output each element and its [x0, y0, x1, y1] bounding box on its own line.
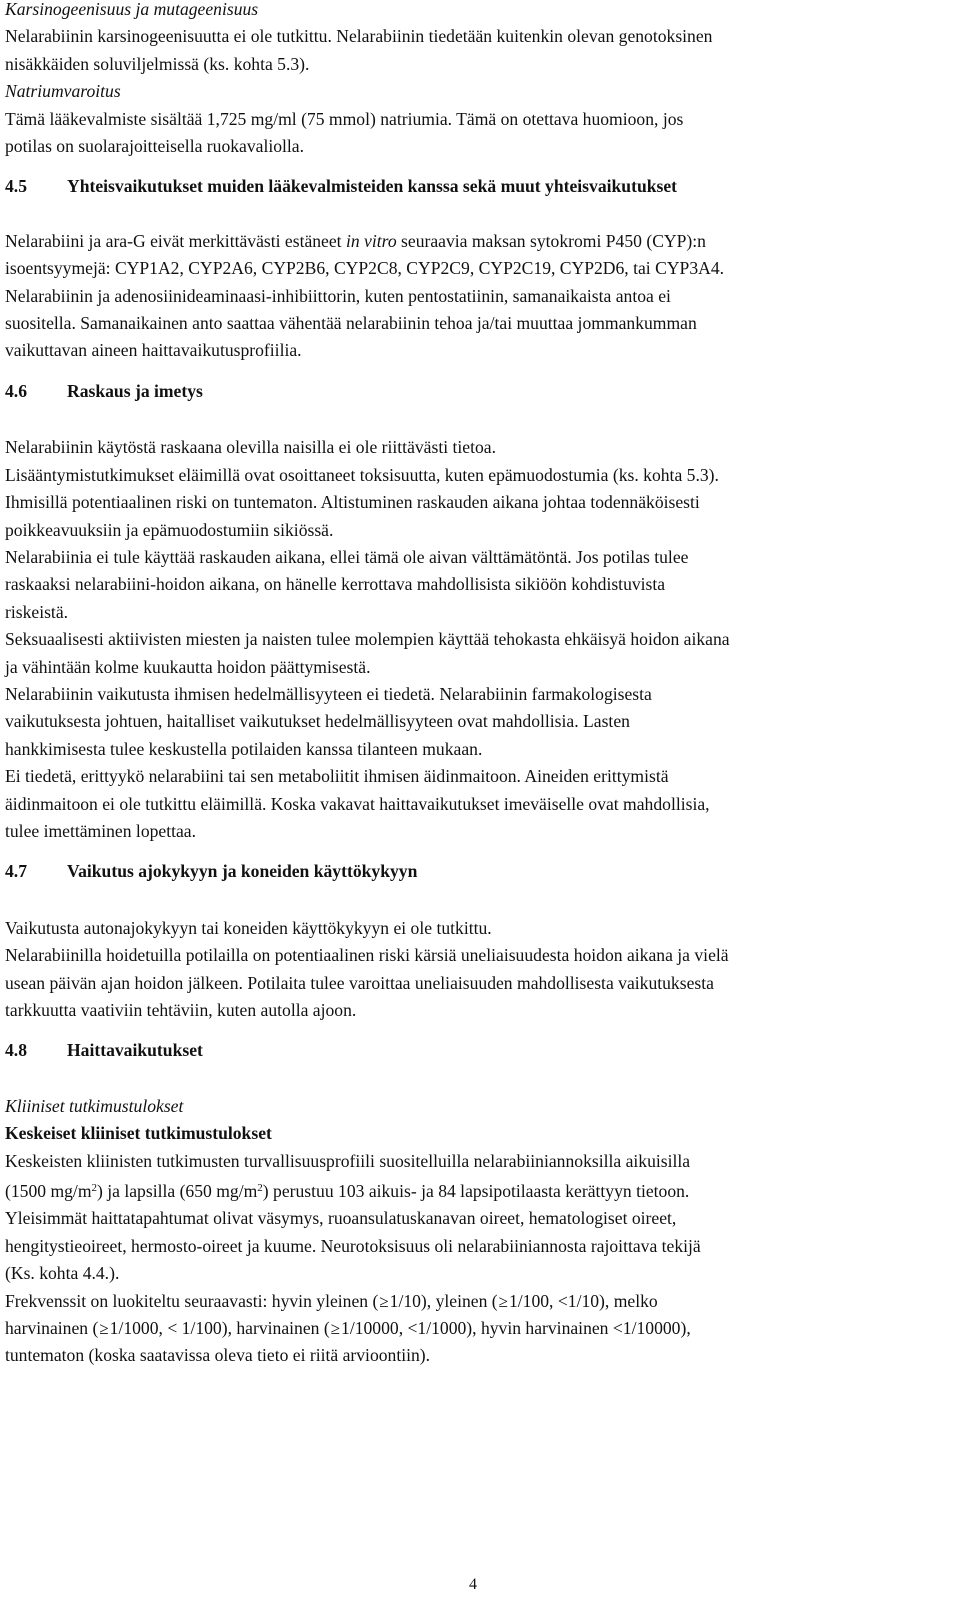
s46-line-2: Lisääntymistutkimukset eläimillä ovat osoittaneet toksisuutta, kuten epämuodostumia (ks. kohta 5.3). [5, 464, 719, 485]
frequency-line-3: tuntematon (koska saatavissa oleva tieto ei riitä arvioontiin). [5, 1345, 431, 1366]
section-number: 4.8 [5, 1040, 27, 1061]
greater-equal-symbol: ≥ [330, 1319, 341, 1339]
document-page [5, 0, 950, 1370]
s47-line-1: Vaikutusta autonajokykyyn tai koneiden käyttökykyyn ei ole tutkittu. [5, 917, 492, 938]
section-4-6-heading [5, 378, 950, 405]
carcinogenicity-line-1: Nelarabiinin karsinogeenisuutta ei ole tutkittu. Nelarabiinin tiedetään kuitenkin olevan genotoksinen [5, 26, 713, 47]
s48-line-5: (Ks. kohta 4.4.). [5, 1263, 120, 1284]
s46-line-12: hankkimisesta tulee keskustella potilaiden kanssa tilanteen mukaan. [5, 738, 483, 759]
s46-line-1: Nelarabiinin käytöstä raskaana olevilla naisilla ei ole riittävästi tietoa. [5, 437, 496, 458]
s46-line-8: Seksuaalisesti aktiivisten miesten ja naisten tulee molempien käyttää tehokasta ehkäisyä hoidon aikana [5, 629, 730, 650]
key-clinical-results-heading: Keskeiset kliiniset tutkimustulokset [5, 1123, 272, 1144]
s45-line-2: isoentsyymejä: CYP1A2, CYP2A6, CYP2B6, CYP2C8, CYP2C9, CYP2C19, CYP2D6, tai CYP3A4. [5, 258, 725, 279]
s46-line-15: tulee imettäminen lopettaa. [5, 820, 197, 841]
s46-line-7: riskeistä. [5, 601, 69, 622]
section-title: Raskaus ja imetys [67, 380, 203, 401]
section-number: 4.7 [5, 861, 27, 882]
section-title: Vaikutus ajokykyyn ja koneiden käyttökykyyn [67, 861, 418, 882]
greater-equal-symbol: ≥ [379, 1291, 389, 1311]
s46-line-5: Nelarabiinia ei tule käyttää raskauden aikana, ellei tämä ole aivan välttämätöntä. Jos potilas tulee [5, 546, 689, 567]
carcinogenicity-heading: Karsinogeenisuus ja mutageenisuus [5, 0, 259, 19]
greater-equal-symbol: ≥ [99, 1319, 109, 1339]
s46-line-9: ja vähintään kolme kuukautta hoidon päättymisestä. [5, 656, 371, 677]
frequency-line-2: harvinainen (≥1/1000, < 1/100), harvinainen (≥1/10000, <1/1000), hyvin harvinainen <1/10000), [5, 1315, 950, 1342]
sodium-line-1: Tämä lääkevalmiste sisältää 1,725 mg/ml (75 mmol) natriumia. Tämä on otettava huomioon, jos [5, 108, 684, 129]
section-number: 4.6 [5, 380, 27, 401]
s45-line-3: Nelarabiinin ja adenosiinideaminaasi-inhibiittorin, kuten pentostatiinin, samanaikaista antoa ei [5, 285, 671, 306]
s46-line-13: Ei tiedetä, erittyykö nelarabiini tai sen metaboliitit ihmisen äidinmaitoon. Aineiden erittymistä [5, 766, 669, 787]
section-number: 4.5 [5, 176, 27, 197]
s45-line-4: suositella. Samanaikainen anto saattaa vähentää nelarabiinin tehoa ja/tai muuttaa jommankumman [5, 313, 697, 334]
s46-line-11: vaikutuksesta johtuen, haitalliset vaikutukset hedelmällisyyteen ovat mahdollisia. Lasten [5, 711, 630, 732]
s46-line-6: raskaaksi nelarabiini-hoidon aikana, on hänelle kerrottava mahdollisista sikiöön kohdistuvista [5, 574, 666, 595]
section-4-7-heading [5, 858, 950, 885]
s45-line-5: vaikuttavan aineen haittavaikutusprofiilia. [5, 340, 302, 361]
sodium-line-2: potilas on suolarajoitteisella ruokavaliolla. [5, 136, 305, 157]
s48-line-3: Yleisimmät haittatapahtumat olivat väsymys, ruoansulatuskanavan oireet, hematologiset oireet, [5, 1208, 677, 1229]
greater-equal-symbol: ≥ [498, 1291, 508, 1311]
clinical-results-heading: Kliiniset tutkimustulokset [5, 1095, 184, 1116]
s47-line-2: Nelarabiinilla hoidetuilla potilailla on potentiaalinen riski kärsiä uneliaisuudesta hoidon aikana ja vielä [5, 945, 729, 966]
section-title: Yhteisvaikutukset muiden lääkevalmisteiden kanssa sekä muut yhteisvaikutukset [67, 176, 678, 197]
carcinogenicity-line-2: nisäkkäiden soluviljelmissä (ks. kohta 5.3). [5, 53, 310, 74]
sodium-heading: Natriumvaroitus [5, 81, 121, 102]
s48-line-2: (1500 $mg/m^2$) ja lapsilla (650 $mg/m^2$) perustuu 103 aikuis- ja 84 lapsipotilaasta kerättyyn tietoon. [5, 1181, 690, 1202]
section-4-5-heading [5, 173, 950, 200]
s47-line-4: tarkkuutta vaativiin tehtäviin, kuten autolla ajoon. [5, 1000, 357, 1020]
s47-line-3: usean päivän ajan hoidon jälkeen. Potilaita tulee varoittaa uneliaisuuden mahdollisesta vaikutuksesta [5, 972, 714, 993]
section-title: Haittavaikutukset [67, 1040, 203, 1061]
s46-line-3: Ihmisillä potentiaalinen riski on tuntematon. Altistuminen raskauden aikana johtaa todennäköisesti [5, 492, 700, 513]
s48-line-4: hengitystieoireet, hermosto-oireet ja kuume. Neurotoksisuus oli nelarabiiniannosta rajoittava tekijä [5, 1235, 701, 1256]
frequency-line-1: Frekvenssit on luokiteltu seuraavasti: hyvin yleinen (≥1/10), yleinen (≥1/100, <1/10), melko [5, 1288, 950, 1315]
page-number: 4 [469, 1576, 477, 1593]
s46-line-4: poikkeavuuksiin ja epämuodostumiin sikiössä. [5, 519, 334, 540]
s46-line-14: äidinmaitoon ei ole tutkittu eläimillä. Koska vakavat haittavaikutukset imeväiselle ovat mahdollisia, [5, 793, 710, 814]
s45-line-1: Nelarabiini ja ara-G eivät merkittävästi estäneet in vitro seuraavia maksan sytokromi P450 (CYP):n [5, 230, 706, 251]
section-4-8-heading [5, 1037, 950, 1064]
s46-line-10: Nelarabiinin vaikutusta ihmisen hedelmällisyyteen ei tiedetä. Nelarabiinin farmakologisesta [5, 683, 652, 704]
s48-line-1: Keskeisten kliinisten tutkimusten turvallisuusprofiili suositelluilla nelarabiiniannoksilla aikuisilla [5, 1150, 691, 1171]
